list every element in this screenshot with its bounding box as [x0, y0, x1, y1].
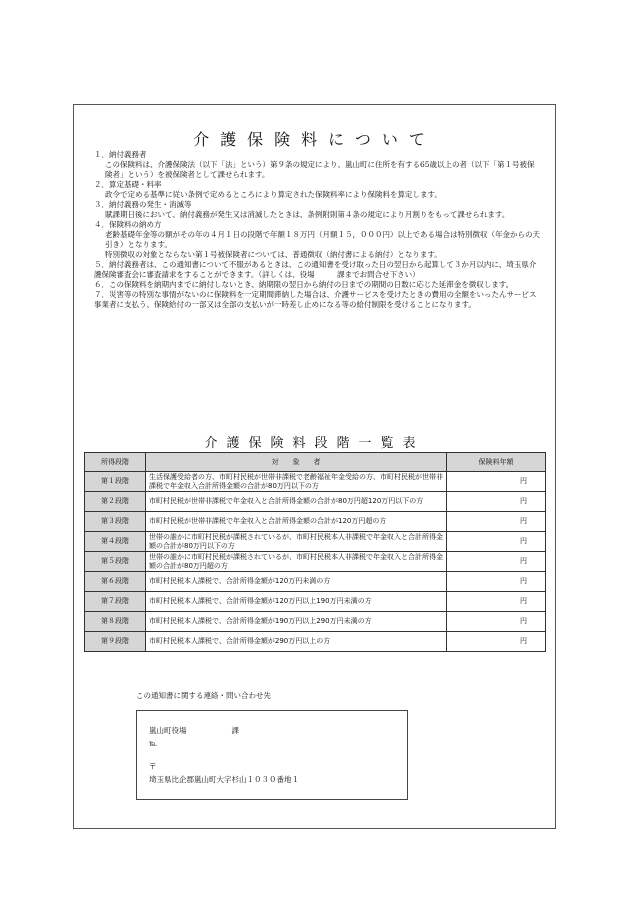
grade-cell: 第３段階: [85, 512, 146, 532]
target-cell: 市町村民税本人課税で、合計所得金額が290万円以上の方: [146, 632, 447, 652]
amount-cell: 円: [447, 492, 546, 512]
section-heading: ５．納付義務者は、この通知書について不服があるときは、この通知書を受け取った日の翌日から起算して３か月以内に、埼玉県介護保険審査会に審査請求をすることができます。（詳しくは、役場 課までお問合せ下さい）: [94, 260, 537, 279]
target-cell: 市町村民税が世帯非課税で年金収入と合計所得金額の合計が80万円超120万円以下の方: [146, 492, 447, 512]
table-row: [85, 472, 546, 492]
section-body: 老齢基礎年金等の額がその年の４月１日の段階で年額１８万円（月額１５，０００円）以上である場合は特別徴収（年金からの天引き）となります。: [105, 230, 540, 249]
section-7: [94, 290, 542, 310]
section-1: [94, 150, 542, 180]
section-heading: ７．災害等の特別な事情がないのに保険料を一定期間滞納した場合は、介護サービスを受けたときの費用の全額をいったんサービス事業者に支払う、保険給付の一部又は全部の支払いが一時差し止めになる等の給付制限を受けることになります。: [94, 290, 537, 309]
amount-cell: 円: [447, 512, 546, 532]
grade-table: [84, 452, 546, 652]
amount-cell: 円: [447, 612, 546, 632]
grade-cell: 第４段階: [85, 532, 146, 552]
target-cell: 生活保護受給者の方、市町村民税が世帯非課税で老齢福祉年金受給の方、市町村民税が世帯非課税で年金収入合計所得金額の合計が80万円以下の方: [146, 472, 447, 492]
target-cell: 市町村民税本人課税で、合計所得金額が190万円以上290万円未満の方: [146, 612, 447, 632]
target-cell: 市町村民税本人課税で、合計所得金額が120万円以上190万円未満の方: [146, 592, 447, 612]
target-cell: 市町村民税本人課税で、合計所得金額が120万円未満の方: [146, 572, 447, 592]
section-5: [94, 260, 542, 280]
section-heading: ３．納付義務の発生・消滅等: [94, 200, 192, 209]
section-2: [94, 180, 542, 200]
section-body: 政令で定める基準に従い条例で定めるところにより算定された保険料率により保険料を算定します。: [105, 190, 442, 199]
header-target: 対 象 者: [146, 453, 447, 472]
amount-cell: 円: [447, 552, 546, 572]
contact-address: 埼玉県比企郡嵐山町大字杉山１０３０番地１: [149, 775, 299, 784]
grade-cell: 第５段階: [85, 552, 146, 572]
notice-frame: [73, 104, 556, 829]
table-row: [85, 532, 546, 552]
amount-cell: 円: [447, 472, 546, 492]
contact-office: 嵐山町役場 課: [149, 726, 239, 735]
section-body: この保険料は、介護保険法（以下「法」という）第９条の規定により、嵐山町に住所を有する65歳以上の者（以下「第１号被保険者」という）を被保険者として課せられます。: [105, 160, 535, 179]
amount-cell: 円: [447, 592, 546, 612]
section-6: [94, 280, 542, 290]
section-heading: １．納付義務者: [94, 150, 147, 159]
section-3: [94, 200, 542, 220]
section-heading: ６．この保険料を納期内までに納付しないとき、納期限の翌日から納付の日までの期間の日数に応じた延滞金を徴収します。: [94, 280, 514, 289]
grade-cell: 第２段階: [85, 492, 146, 512]
section-body: 賦課期日後において、納付義務が発生又は消滅したときは、条例附則第４条の規定により月割りをもって課せられます。: [105, 210, 510, 219]
page-title: 介護保険料について: [193, 130, 436, 149]
target-cell: 世帯の誰かに市町村民税が課税されているが、市町村民税本人非課税で年金収入と合計所得金額の合計が80万円超の方: [146, 552, 447, 572]
table-row: [85, 592, 546, 612]
contact-tel: ℡: [149, 739, 158, 748]
table-header-row: [85, 453, 546, 472]
table-row: [85, 552, 546, 572]
section-heading: ４．保険料の納め方: [94, 220, 162, 229]
grade-table-title: 介護保険料段階一覧表: [204, 436, 425, 451]
table-row: [85, 492, 546, 512]
grade-cell: 第１段階: [85, 472, 146, 492]
grade-cell: 第８段階: [85, 612, 146, 632]
target-cell: 世帯の誰かに市町村民税が課税されているが、市町村民税本人非課税で年金収入と合計所得金額の合計が80万円以下の方: [146, 532, 447, 552]
table-row: [85, 612, 546, 632]
contact-title: この通知書に関する連絡・問い合わせ先: [136, 691, 271, 700]
table-row: [85, 512, 546, 532]
target-cell: 市町村民税が世帯非課税で年金収入と合計所得金額の合計が120万円超の方: [146, 512, 447, 532]
header-amount: 保険料年額: [447, 453, 546, 472]
grade-cell: 第９段階: [85, 632, 146, 652]
table-row: [85, 632, 546, 652]
section-heading: ２．算定基礎・料率: [94, 180, 162, 189]
amount-cell: 円: [447, 532, 546, 552]
contact-box: [136, 710, 408, 800]
amount-cell: 円: [447, 572, 546, 592]
header-grade: 所得段階: [85, 453, 146, 472]
grade-cell: 第６段階: [85, 572, 146, 592]
amount-cell: 円: [447, 632, 546, 652]
contact-postal: 〒: [149, 762, 157, 771]
explanation-sections: [94, 150, 542, 310]
table-row: [85, 572, 546, 592]
section-4: [94, 220, 542, 260]
grade-cell: 第７段階: [85, 592, 146, 612]
section-body-2: 特別徴収の対象とならない第１号被保険者については、普通徴収（納付書による納付）となります。: [105, 250, 442, 259]
